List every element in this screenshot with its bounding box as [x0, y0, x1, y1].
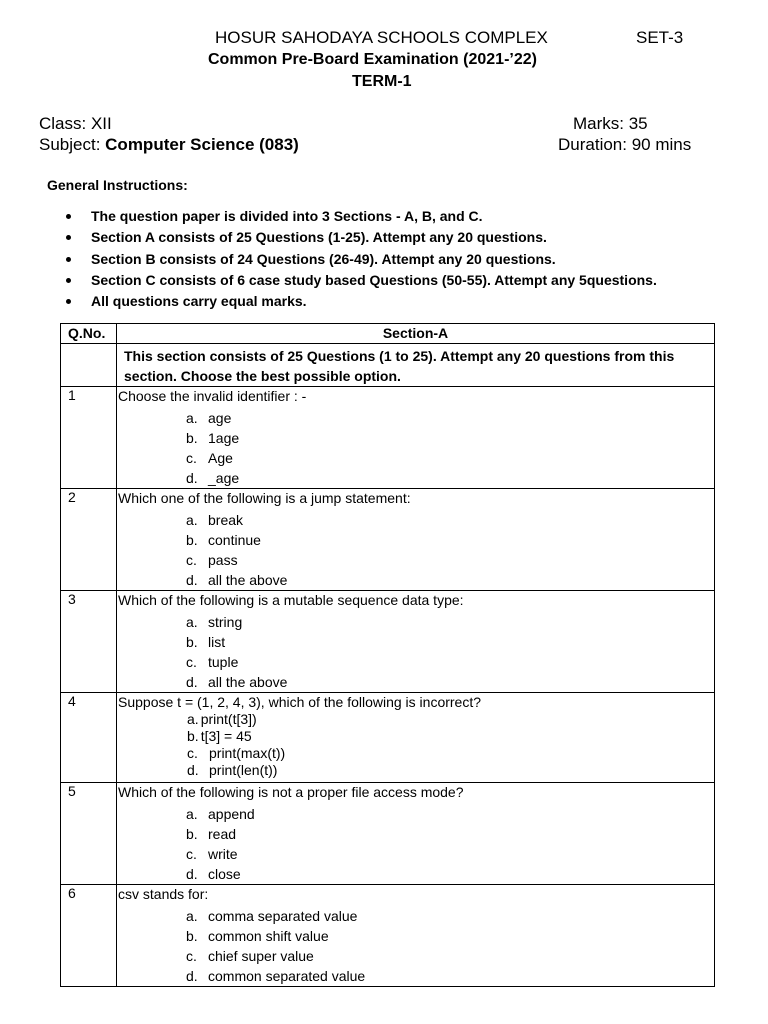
option — [187, 745, 714, 762]
question-table — [60, 323, 715, 987]
option-text: comma separated value — [208, 908, 358, 924]
bullet-icon — [66, 299, 71, 304]
question-cell — [117, 591, 715, 693]
bullet-icon — [66, 257, 71, 262]
option-letter: c. — [186, 948, 197, 964]
question-number: 4 — [61, 693, 117, 783]
question-row — [61, 591, 715, 693]
option-letter: c. — [186, 654, 197, 670]
option-letter: b. — [186, 634, 198, 650]
option-letter: b. — [186, 826, 198, 842]
option — [186, 428, 714, 448]
qno-header: Q.No. — [61, 324, 117, 344]
option-text: print(max(t)) — [209, 745, 286, 761]
question-text: Which of the following is not a proper file access mode? — [118, 784, 464, 800]
option — [186, 570, 714, 590]
options-list — [186, 408, 714, 488]
instruction-text: Section C consists of 6 case study based Questions (50-55). Attempt any 5questions. — [91, 271, 657, 288]
option-text: common separated value — [208, 968, 366, 984]
option — [186, 672, 714, 692]
duration-label: Duration: 90 mins — [558, 135, 692, 154]
question-row — [61, 489, 715, 591]
option — [186, 946, 714, 966]
table-header-row — [61, 324, 715, 344]
instruction-text: Section B consists of 24 Questions (26-49). Attempt any 20 questions. — [91, 250, 556, 267]
question-text: Which one of the following is a jump statement: — [118, 490, 411, 506]
subject-line — [39, 135, 299, 155]
instruction-text: Section A consists of 25 Questions (1-25). Attempt any 20 questions. — [91, 229, 547, 246]
question-number: 5 — [61, 783, 117, 885]
instruction-item — [66, 270, 657, 291]
question-cell — [117, 693, 715, 783]
option — [186, 926, 714, 946]
option-text: append — [208, 806, 255, 822]
option-letter: d. — [186, 572, 198, 588]
option-text: t[3] = 45 — [200, 728, 252, 744]
school-name: HOSUR SAHODAYA SCHOOLS COMPLEX — [215, 28, 548, 47]
option-letter: a. — [186, 614, 198, 630]
question-number: 6 — [61, 885, 117, 987]
option-letter: a. — [186, 410, 198, 426]
option — [186, 530, 714, 550]
options-list — [186, 804, 714, 884]
instruction-text: The question paper is divided into 3 Sections - A, B, and C. — [91, 208, 483, 224]
option-letter: d. — [187, 762, 199, 778]
option-text: print(t[3]) — [200, 711, 257, 727]
question-row — [61, 885, 715, 987]
question-row — [61, 693, 715, 783]
option-letter: d. — [186, 968, 198, 984]
option-letter: b. — [186, 532, 198, 548]
subject-name: Computer Science (083) — [105, 135, 299, 154]
option-text: _age — [208, 470, 240, 486]
option-text: common shift value — [208, 928, 329, 944]
option-letter: a. — [186, 806, 198, 822]
option — [186, 612, 714, 632]
question-text: Suppose t = (1, 2, 4, 3), which of the following is incorrect? — [118, 694, 482, 710]
exam-title: Common Pre-Board Examination (2021-’22) — [208, 51, 537, 68]
option — [186, 864, 714, 884]
question-number: 2 — [61, 489, 117, 591]
option-letter: b. — [186, 928, 198, 944]
question-number: 3 — [61, 591, 117, 693]
option — [186, 408, 714, 428]
option-letter: d. — [186, 866, 198, 882]
option-letter: a. — [187, 711, 199, 727]
option-letter: b. — [186, 430, 198, 446]
option — [186, 906, 714, 926]
set-label: SET-3 — [636, 28, 684, 47]
options-list — [186, 510, 714, 590]
option — [186, 448, 714, 468]
question-text: Choose the invalid identifier : - — [118, 388, 307, 404]
question-row — [61, 387, 715, 489]
option — [186, 844, 714, 864]
options-list — [187, 711, 714, 779]
bullet-icon — [66, 278, 71, 283]
bullet-icon — [66, 235, 71, 240]
term-label: TERM-1 — [352, 73, 412, 90]
option-text: chief super value — [208, 948, 314, 964]
option — [187, 762, 714, 779]
option — [187, 728, 714, 745]
section-header: Section-A — [117, 324, 715, 344]
intro-empty-cell — [61, 344, 117, 387]
instruction-text: All questions carry equal marks. — [91, 293, 307, 310]
option-text: close — [208, 866, 241, 882]
option-text: break — [208, 512, 244, 528]
option-text: list — [208, 634, 226, 650]
option — [186, 632, 714, 652]
instruction-item — [66, 249, 657, 270]
question-cell — [117, 489, 715, 591]
option-letter: c. — [186, 552, 197, 568]
option-letter: d. — [186, 674, 198, 690]
instructions-title: General Instructions: — [47, 177, 188, 193]
option-text: continue — [208, 532, 261, 548]
option-text: print(len(t)) — [209, 762, 278, 778]
option — [186, 652, 714, 672]
section-intro-row — [61, 344, 715, 387]
question-cell — [117, 783, 715, 885]
option-text: string — [208, 614, 243, 630]
option-letter: a. — [186, 512, 198, 528]
option-text: all the above — [208, 674, 288, 690]
class-label: Class: XII — [39, 114, 112, 133]
option-text: Age — [208, 450, 233, 466]
option — [186, 468, 714, 488]
question-row — [61, 783, 715, 885]
option — [186, 804, 714, 824]
instruction-item — [66, 227, 657, 248]
instruction-item — [66, 206, 657, 227]
option-text: all the above — [208, 572, 288, 588]
option-text: tuple — [208, 654, 239, 670]
question-number: 1 — [61, 387, 117, 489]
subject-prefix: Subject: — [39, 135, 106, 154]
option-letter: c. — [187, 745, 198, 761]
instructions-list — [66, 206, 657, 312]
bullet-icon — [66, 214, 71, 219]
section-intro: This section consists of 25 Questions (1 to 25). Attempt any 20 questions from this section. Choose the best possible option. — [117, 344, 715, 387]
question-text: Which of the following is a mutable sequence data type: — [118, 592, 464, 608]
instruction-item — [66, 291, 657, 312]
question-cell — [117, 387, 715, 489]
option-text: pass — [208, 552, 238, 568]
option-letter: d. — [186, 470, 198, 486]
option-letter: c. — [186, 450, 197, 466]
question-text: csv stands for: — [118, 886, 209, 902]
marks-label: Marks: 35 — [573, 114, 648, 133]
option-letter: a. — [186, 908, 198, 924]
option-letter: b. — [187, 728, 199, 744]
options-list — [186, 612, 714, 692]
option-letter: c. — [186, 846, 197, 862]
option — [186, 510, 714, 530]
question-cell — [117, 885, 715, 987]
option-text: read — [208, 826, 237, 842]
option — [187, 711, 714, 728]
options-list — [186, 906, 714, 986]
option — [186, 966, 714, 986]
option-text: 1age — [208, 430, 240, 446]
option-text: age — [208, 410, 232, 426]
option — [186, 550, 714, 570]
option — [186, 824, 714, 844]
option-text: write — [208, 846, 238, 862]
